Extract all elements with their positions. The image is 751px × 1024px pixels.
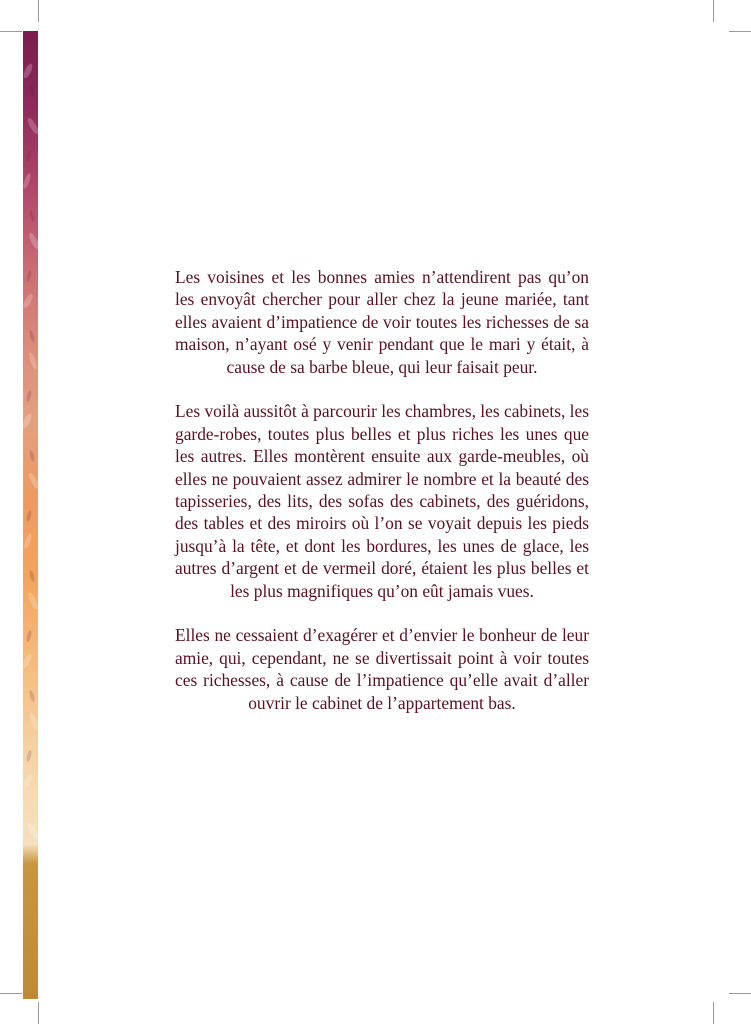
paragraph-2: Les voilà aussitôt à parcourir les chambres, les cabinets, les garde-robes, toutes plus belles et plus riches les unes que les autres. Elles montèrent ensuite aux garde-meubles, où elles ne pouvaient assez admirer le nombre et la beauté des tapisseries, des lits, des sofas des cabinets, des guéridons, des tables et des miroirs où l’on se voyait depuis les pieds jusqu’à la tête, et dont les bordures, les unes de glace, les autres d’argent et de vermeil doré, étaient les plus belles et les plus magnifiques qu’on eût jamais vues. <box>175 401 589 601</box>
floral-pattern-icon <box>23 31 38 999</box>
crop-mark-top-left-v <box>38 0 39 22</box>
crop-mark-bottom-right-v <box>713 1002 714 1024</box>
paragraph-1: Les voisines et les bonnes amies n’attendirent pas qu’on les envoyât chercher pour aller chez la jeune mariée, tant elles avaient d’impatience de voir toutes les richesses de sa maison, n’ayant osé y venir pendant que le mari y était, à cause de sa barbe bleue, qui leur faisait peur. <box>175 267 589 377</box>
crop-mark-bottom-right-h <box>729 993 751 994</box>
crop-mark-top-right-h <box>729 31 751 32</box>
story-text <box>175 266 589 736</box>
floral-border-strip <box>23 31 38 999</box>
crop-mark-bottom-left-h <box>0 993 22 994</box>
crop-mark-top-right-v <box>713 0 714 22</box>
crop-mark-top-left-h <box>0 31 22 32</box>
paragraph-3: Elles ne cessaient d’exagérer et d’envier le bonheur de leur amie, qui, cependant, ne se divertissait point à voir toutes ces richesses, à cause de l’impatience qu’elle avait d’aller ouvrir le cabinet de l’appartement bas. <box>175 625 589 713</box>
crop-mark-bottom-left-v <box>38 1002 39 1024</box>
